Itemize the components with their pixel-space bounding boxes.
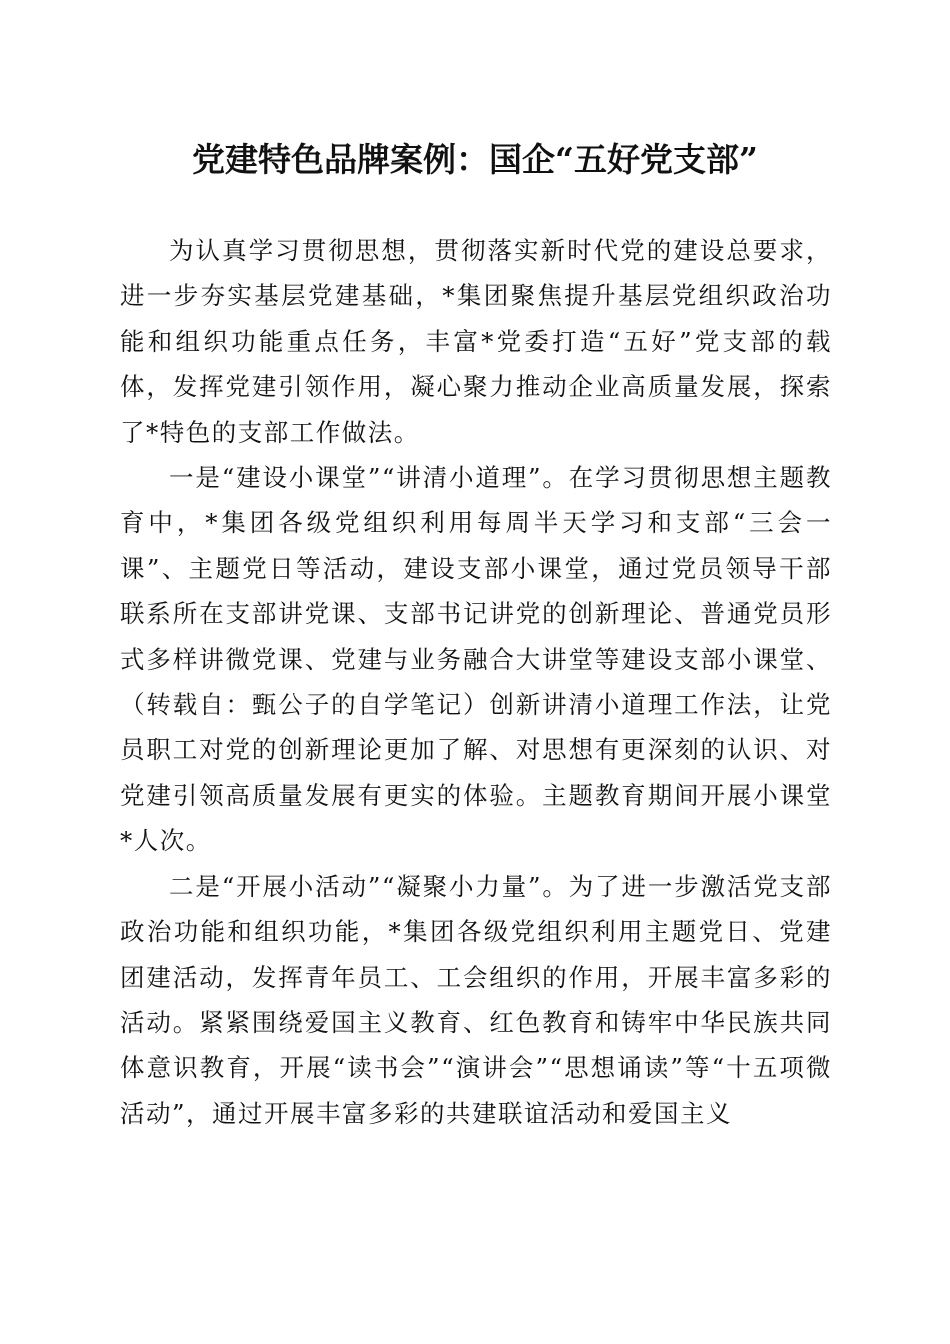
paragraph-point-one: [120, 455, 832, 864]
paragraph-intro: [120, 228, 832, 455]
paragraph-text: 为认真学习贯彻思想，贯彻落实新时代党的建设总要求，进一步夯实基层党建基础，*集团聚焦提升基层党组织政治功能和组织功能重点任务，丰富*党委打造“五好”党支部的载体，发挥党建引领作用，凝心聚力推动企业高质量发展，探索了*特色的支部工作做法。: [120, 236, 832, 447]
paragraph-text: 在学习贯彻思想主题教育中，*集团各级党组织利用每周半天学习和支部“三会一课”、主题党日等活动，建设支部小课堂，通过党员领导干部联系所在支部讲党课、支部书记讲党的创新理论、普通党员形式多样讲微党课、党建与业务融合大讲堂等建设支部小课堂、（转载自：甄公子的自学笔记）创新讲清小道理工作法，让党员职工对党的创新理论更加了解、对思想有更深刻的认识、对党建引领高质量发展有更实的体验。主题教育期间开展小课堂*人次。: [120, 463, 832, 856]
document-body: [120, 228, 832, 1136]
paragraph-lead: 一是“建设小课堂”“讲清小道理”。: [169, 463, 569, 493]
paragraph-point-two: [120, 864, 832, 1136]
document-title: 党建特色品牌案例：国企“五好党支部”: [192, 140, 758, 179]
paragraph-lead: 二是“开展小活动”“凝聚小力量”。: [169, 871, 569, 901]
paragraph-text: 为了进一步激活党支部政治功能和组织功能，*集团各级党组织利用主题党日、党建团建活动，发挥青年员工、工会组织的作用，开展丰富多彩的活动。紧紧围绕爱国主义教育、红色教育和铸牢中华民族共同体意识教育，开展“读书会”“演讲会”“思想诵读”等“十五项微活动”，通过开展丰富多彩的共建联谊活动和爱国主义: [120, 871, 832, 1128]
